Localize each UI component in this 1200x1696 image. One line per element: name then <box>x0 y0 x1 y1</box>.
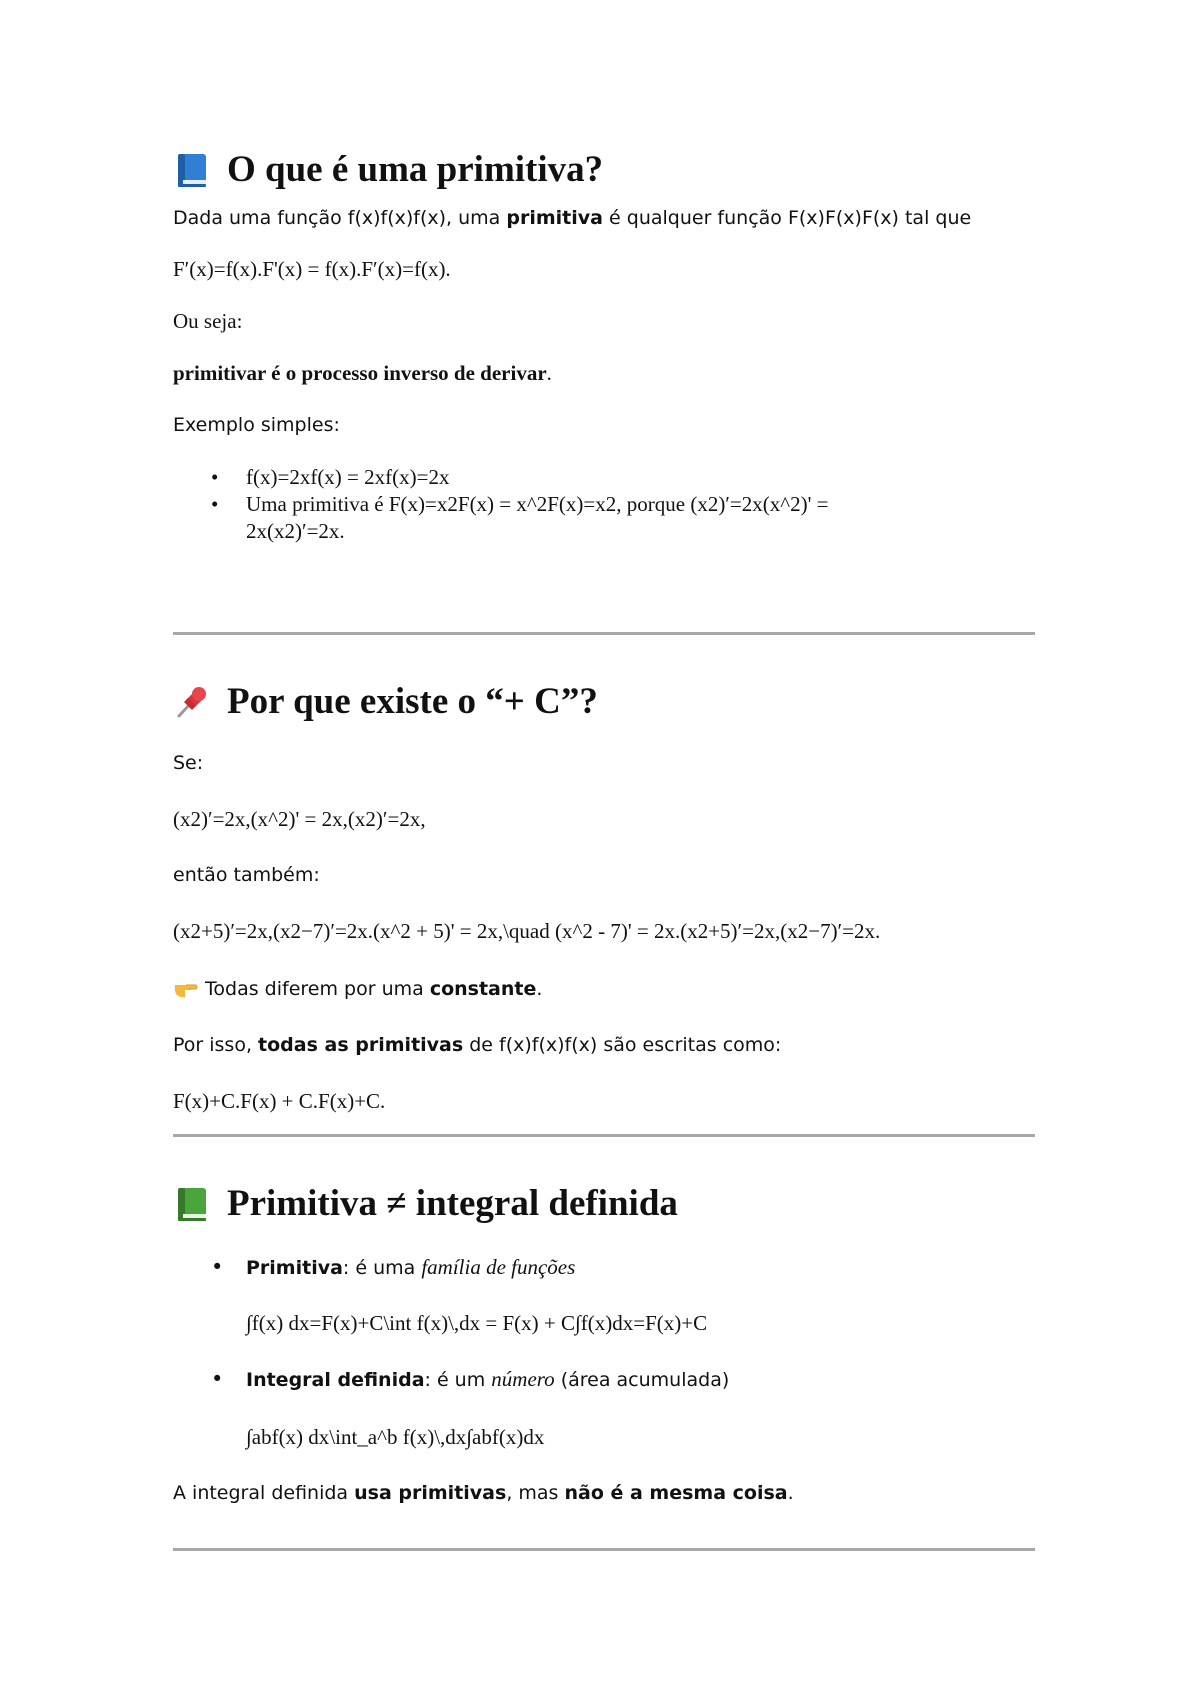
list-item-integral-definida: • Integral definida: é um número (área acumulada) <box>211 1367 730 1391</box>
paragraph-ou-seja: Ou seja: <box>173 309 243 333</box>
section-divider <box>173 1134 1035 1137</box>
paragraph-todas-diferem: Todas diferem por uma constante. <box>173 976 542 1002</box>
formula-constants: (x2+5)′=2x,(x2−7)′=2x.(x^2 + 5)' = 2x,\quad (x^2 - 7)' = 2x.(x2+5)′=2x,(x2−7)′=2x. <box>173 919 881 943</box>
section-title: Primitiva ≠ integral definida <box>227 1183 678 1224</box>
paragraph-exemplo: Exemplo simples: <box>173 414 340 436</box>
bullet-icon: • <box>211 492 219 516</box>
paragraph-se: Se: <box>173 752 204 774</box>
section-divider <box>173 1548 1035 1551</box>
pointing-hand-icon <box>173 977 199 999</box>
formula-definite-integral: ∫abf(x) dx\int_a^b f(x)\,dx∫abf(x)dx <box>246 1425 545 1449</box>
formula-indefinite-integral: ∫f(x) dx=F(x)+C\int f(x)\,dx = F(x) + C∫f(x)dx=F(x)+C <box>246 1311 708 1335</box>
paragraph-inverse: primitivar é o processo inverso de derivar. <box>173 361 552 385</box>
bullet-icon: • <box>211 1255 224 1279</box>
section-heading-primitiva <box>173 148 603 192</box>
bullet-icon: • <box>211 465 219 489</box>
paragraph-entao: então também: <box>173 864 320 886</box>
example-list <box>173 464 1035 545</box>
green-book-icon <box>173 1185 211 1223</box>
section-heading-constante <box>173 680 598 724</box>
list-item: • f(x)=2xf(x) = 2xf(x)=2x <box>211 465 450 489</box>
list-item: • Uma primitiva é F(x)=x2F(x) = x^2F(x)=x2, porque (x2)′=2x(x^2)' = 2x(x2)′=2x. <box>211 492 829 543</box>
pushpin-icon <box>173 683 211 721</box>
comparison-list <box>173 1366 1035 1394</box>
bullet-icon: • <box>211 1367 224 1391</box>
paragraph-conclusion: A integral definida usa primitivas, mas não é a mesma coisa. <box>173 1482 794 1504</box>
section-title: O que é uma primitiva? <box>227 149 604 190</box>
blue-book-icon <box>173 151 211 189</box>
section-title: Por que existe o “+ C”? <box>227 681 598 722</box>
formula-x2: (x2)′=2x,(x^2)' = 2x,(x2)′=2x, <box>173 807 426 831</box>
paragraph-por-isso: Por isso, todas as primitivas de f(x)f(x)f(x) são escritas como: <box>173 1034 782 1056</box>
section-heading-integral <box>173 1182 678 1226</box>
list-item-primitiva: • Primitiva: é uma família de funções <box>211 1255 576 1279</box>
formula-derivative: F′(x)=f(x).F'(x) = f(x).F′(x)=f(x). <box>173 257 451 281</box>
paragraph-definition: Dada uma função f(x)f(x)f(x), uma primitiva é qualquer função F(x)F(x)F(x) tal que <box>173 207 972 229</box>
section-divider <box>173 632 1035 635</box>
formula-family: F(x)+C.F(x) + C.F(x)+C. <box>173 1089 386 1113</box>
comparison-list <box>173 1254 1035 1282</box>
